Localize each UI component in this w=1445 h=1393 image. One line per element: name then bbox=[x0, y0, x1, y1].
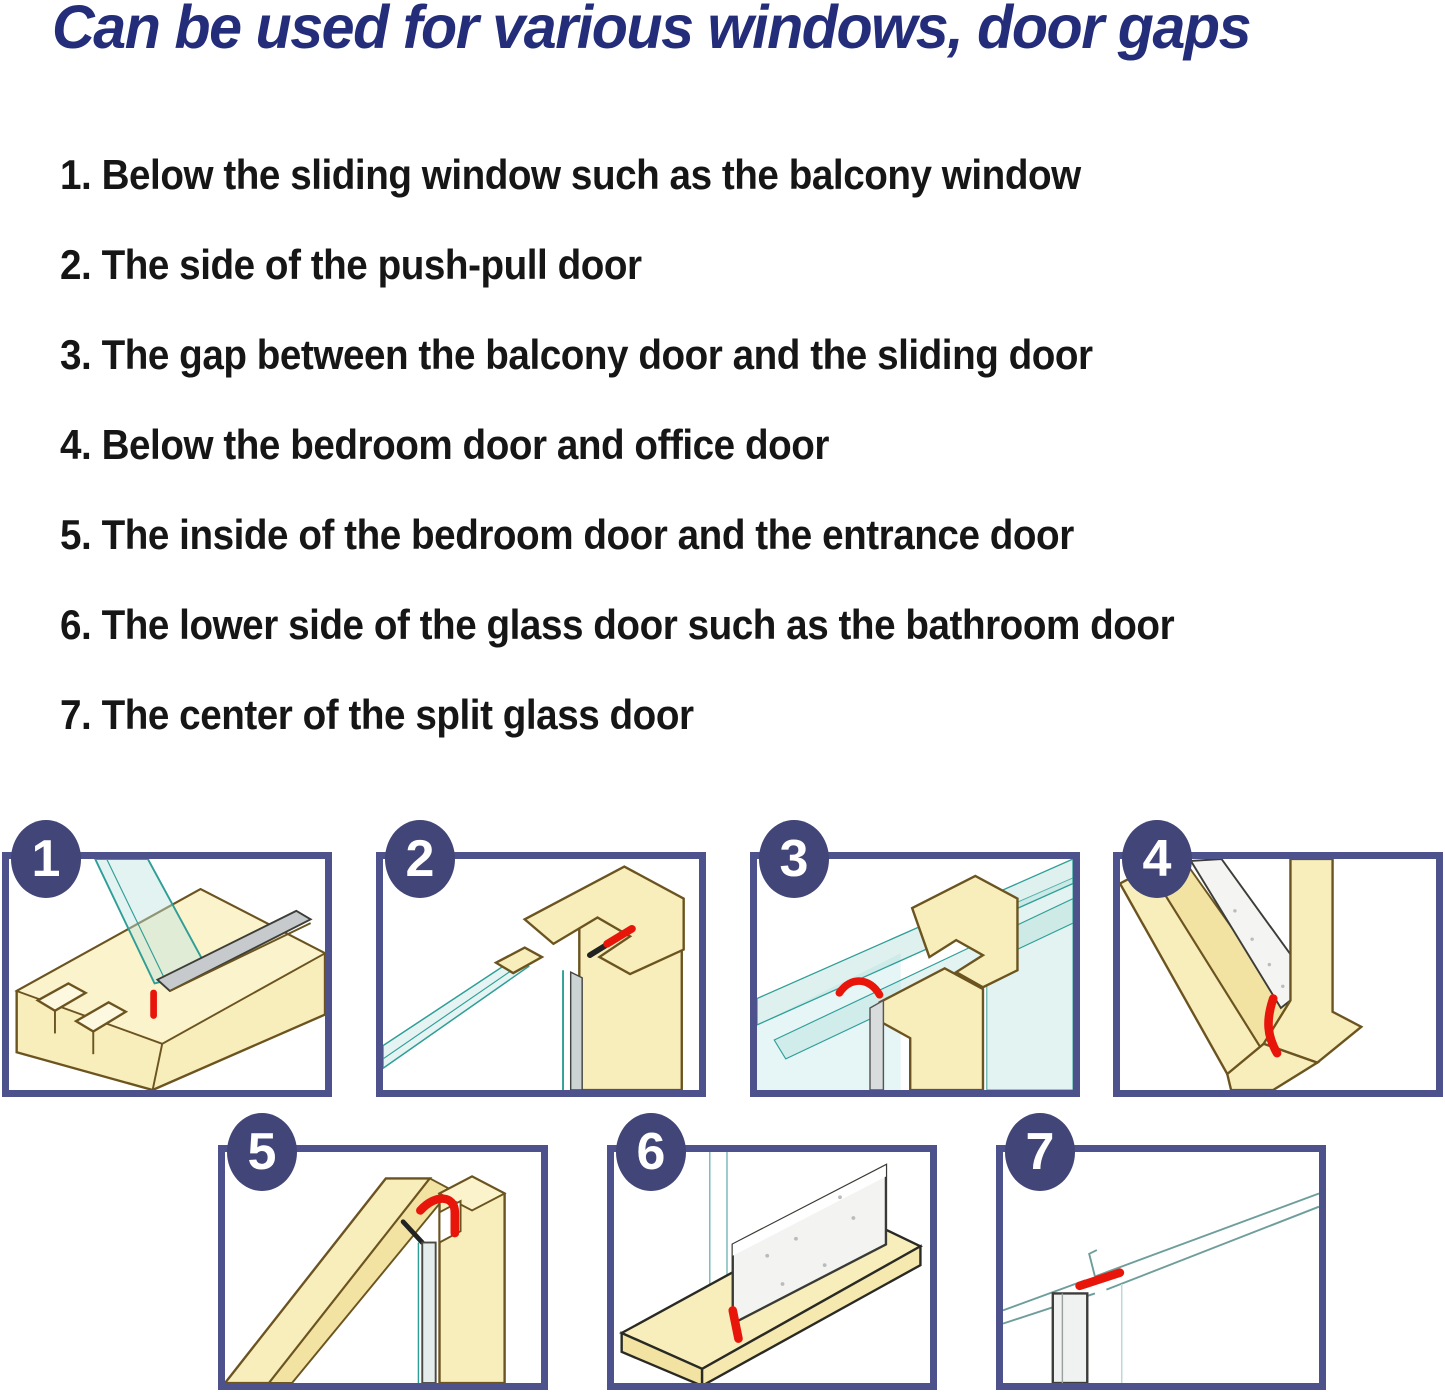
usage-list-item-6: 6. The lower side of the glass door such as the bathroom door bbox=[60, 601, 1175, 648]
panel-number-badge: 7 bbox=[1005, 1113, 1075, 1191]
panel-glass-door-bottom bbox=[607, 1123, 937, 1390]
panel-balcony-sliding-door-gap bbox=[750, 830, 1080, 1097]
panel-sliding-window-sill bbox=[2, 830, 332, 1097]
page-title: Can be used for various windows, door gaps bbox=[52, 0, 1251, 61]
usage-list-item-7: 7. The center of the split glass door bbox=[60, 691, 694, 738]
usage-list bbox=[60, 130, 1271, 760]
usage-list-item-5: 5. The inside of the bedroom door and the entrance door bbox=[60, 511, 1074, 558]
panel-number-badge: 4 bbox=[1122, 820, 1192, 898]
panel-number-badge: 1 bbox=[11, 820, 81, 898]
panel-number-badge: 6 bbox=[616, 1113, 686, 1191]
panel-number-badge: 2 bbox=[385, 820, 455, 898]
panel-below-bedroom-door bbox=[1113, 830, 1443, 1097]
usage-list-item-4: 4. Below the bedroom door and office door bbox=[60, 421, 830, 468]
panel-number-badge: 5 bbox=[227, 1113, 297, 1191]
panel-split-glass-door-center bbox=[996, 1123, 1326, 1390]
usage-list-item-3: 3. The gap between the balcony door and the sliding door bbox=[60, 331, 1093, 378]
usage-list-item-1: 1. Below the sliding window such as the balcony window bbox=[60, 151, 1081, 198]
panel-push-pull-door-side bbox=[376, 830, 706, 1097]
panel-number-badge: 3 bbox=[759, 820, 829, 898]
panel-inside-bedroom-door bbox=[218, 1123, 548, 1390]
usage-list-item-2: 2. The side of the push-pull door bbox=[60, 241, 642, 288]
